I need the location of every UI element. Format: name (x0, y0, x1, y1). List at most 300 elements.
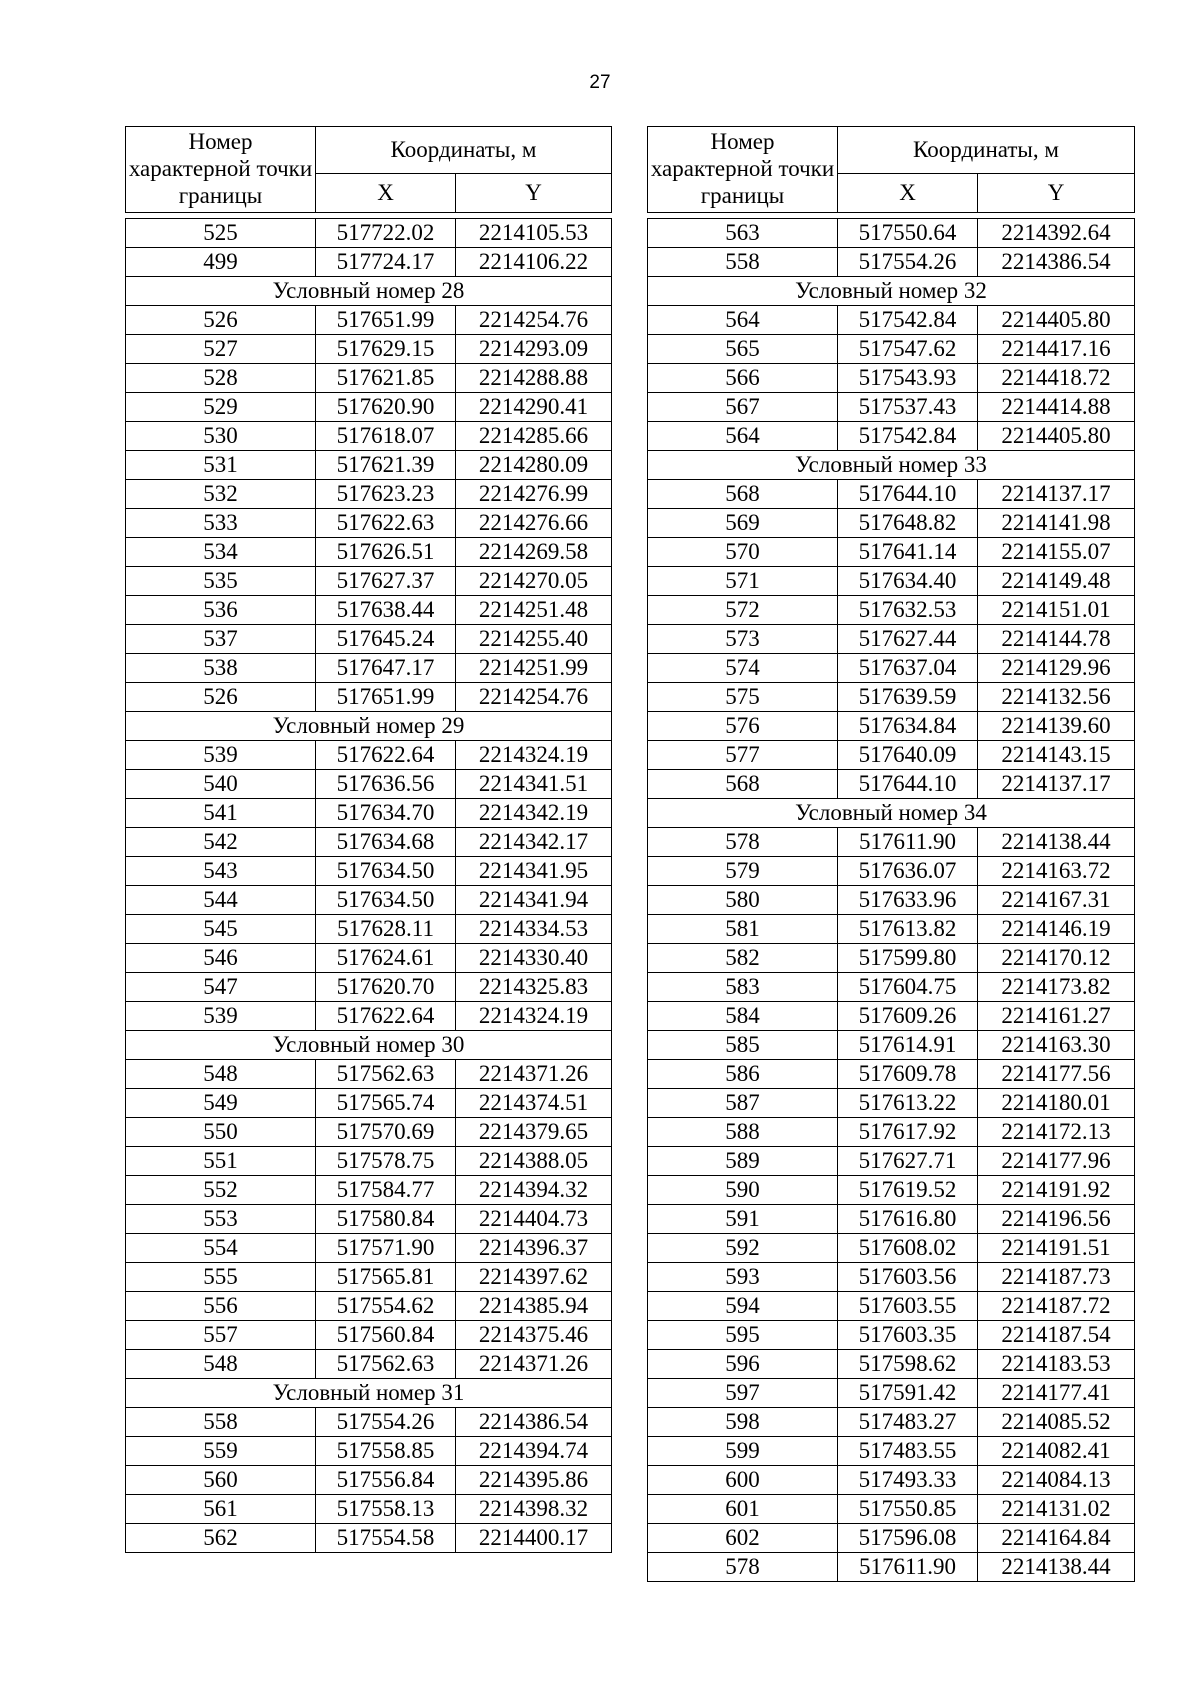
y-coordinate-cell: 2214191.51 (978, 1234, 1135, 1263)
x-coordinate-cell: 517624.61 (316, 944, 456, 973)
x-coordinate-cell: 517626.51 (316, 538, 456, 567)
section-row (126, 277, 612, 306)
coordinates-table-left (125, 126, 612, 1553)
table-row (648, 1437, 1135, 1466)
table-row (126, 683, 612, 712)
point-number-cell: 536 (126, 596, 316, 625)
table-row (126, 1060, 612, 1089)
x-coordinate-cell: 517596.08 (838, 1524, 978, 1553)
y-coordinate-cell: 2214394.32 (456, 1176, 612, 1205)
point-number-cell: 576 (648, 712, 838, 741)
y-coordinate-cell: 2214276.99 (456, 480, 612, 509)
point-number-cell: 545 (126, 915, 316, 944)
point-number-cell: 599 (648, 1437, 838, 1466)
table-row (126, 451, 612, 480)
y-coordinate-cell: 2214386.54 (456, 1408, 612, 1437)
table-row (126, 509, 612, 538)
y-coordinate-cell: 2214187.54 (978, 1321, 1135, 1350)
table-row (648, 393, 1135, 422)
point-number-cell: 584 (648, 1002, 838, 1031)
section-label: Условный номер 29 (126, 712, 612, 741)
x-coordinate-cell: 517598.62 (838, 1350, 978, 1379)
x-coordinate-cell: 517483.27 (838, 1408, 978, 1437)
point-number-cell: 573 (648, 625, 838, 654)
table-row (648, 654, 1135, 683)
point-number-cell: 585 (648, 1031, 838, 1060)
table-row (648, 509, 1135, 538)
y-coordinate-cell: 2214395.86 (456, 1466, 612, 1495)
point-number-cell: 565 (648, 335, 838, 364)
table-row (126, 219, 612, 248)
x-column-header: X (316, 174, 456, 213)
y-coordinate-cell: 2214084.13 (978, 1466, 1135, 1495)
table-row (126, 770, 612, 799)
point-number-cell: 544 (126, 886, 316, 915)
x-coordinate-cell: 517543.93 (838, 364, 978, 393)
table-row (126, 828, 612, 857)
point-number-cell: 557 (126, 1321, 316, 1350)
point-number-cell: 572 (648, 596, 838, 625)
point-number-cell: 586 (648, 1060, 838, 1089)
y-column-header: Y (456, 174, 612, 213)
table-row (648, 741, 1135, 770)
y-coordinate-cell: 2214170.12 (978, 944, 1135, 973)
point-number-cell: 542 (126, 828, 316, 857)
section-row (648, 451, 1135, 480)
table-row (126, 1466, 612, 1495)
point-number-cell: 499 (126, 248, 316, 277)
point-number-cell: 559 (126, 1437, 316, 1466)
table-row (648, 1002, 1135, 1031)
y-coordinate-cell: 2214180.01 (978, 1089, 1135, 1118)
point-number-cell: 531 (126, 451, 316, 480)
x-coordinate-cell: 517618.07 (316, 422, 456, 451)
x-coordinate-cell: 517639.59 (838, 683, 978, 712)
x-coordinate-cell: 517611.90 (838, 1553, 978, 1582)
y-coordinate-cell: 2214138.44 (978, 828, 1135, 857)
y-coordinate-cell: 2214276.66 (456, 509, 612, 538)
point-number-cell: 570 (648, 538, 838, 567)
x-coordinate-cell: 517542.84 (838, 306, 978, 335)
y-coordinate-cell: 2214290.41 (456, 393, 612, 422)
point-number-cell: 558 (126, 1408, 316, 1437)
x-coordinate-cell: 517609.26 (838, 1002, 978, 1031)
x-coordinate-cell: 517556.84 (316, 1466, 456, 1495)
x-coordinate-cell: 517619.52 (838, 1176, 978, 1205)
x-coordinate-cell: 517580.84 (316, 1205, 456, 1234)
table-row (126, 1524, 612, 1553)
point-number-cell: 525 (126, 219, 316, 248)
y-coordinate-cell: 2214187.72 (978, 1292, 1135, 1321)
table-row (126, 1292, 612, 1321)
y-coordinate-cell: 2214324.19 (456, 741, 612, 770)
x-coordinate-cell: 517634.50 (316, 857, 456, 886)
x-coordinate-cell: 517547.62 (838, 335, 978, 364)
point-number-cell: 543 (126, 857, 316, 886)
x-coordinate-cell: 517640.09 (838, 741, 978, 770)
y-coordinate-cell: 2214167.31 (978, 886, 1135, 915)
y-coordinate-cell: 2214405.80 (978, 422, 1135, 451)
y-coordinate-cell: 2214418.72 (978, 364, 1135, 393)
point-number-cell: 553 (126, 1205, 316, 1234)
point-number-cell: 594 (648, 1292, 838, 1321)
y-coordinate-cell: 2214161.27 (978, 1002, 1135, 1031)
table-row (648, 335, 1135, 364)
y-coordinate-cell: 2214146.19 (978, 915, 1135, 944)
x-coordinate-cell: 517644.10 (838, 480, 978, 509)
point-number-cell: 590 (648, 1176, 838, 1205)
table-row (648, 1147, 1135, 1176)
y-coordinate-cell: 2214414.88 (978, 393, 1135, 422)
point-number-cell: 569 (648, 509, 838, 538)
table-row (126, 1437, 612, 1466)
point-number-cell: 550 (126, 1118, 316, 1147)
y-coordinate-cell: 2214405.80 (978, 306, 1135, 335)
x-coordinate-cell: 517550.85 (838, 1495, 978, 1524)
y-coordinate-cell: 2214082.41 (978, 1437, 1135, 1466)
table-row (126, 973, 612, 1002)
coordinates-header: Координаты, м (316, 127, 612, 174)
table-row (648, 683, 1135, 712)
x-coordinate-cell: 517565.74 (316, 1089, 456, 1118)
y-coordinate-cell: 2214342.19 (456, 799, 612, 828)
table-row (648, 625, 1135, 654)
table-row (126, 480, 612, 509)
point-number-cell: 556 (126, 1292, 316, 1321)
point-number-cell: 595 (648, 1321, 838, 1350)
page-number: 27 (589, 72, 611, 93)
y-coordinate-cell: 2214144.78 (978, 625, 1135, 654)
table-row (648, 1118, 1135, 1147)
x-coordinate-cell: 517634.40 (838, 567, 978, 596)
x-coordinate-cell: 517627.37 (316, 567, 456, 596)
table-row (648, 1321, 1135, 1350)
table-row (126, 306, 612, 335)
y-coordinate-cell: 2214270.05 (456, 567, 612, 596)
y-coordinate-cell: 2214374.51 (456, 1089, 612, 1118)
y-coordinate-cell: 2214375.46 (456, 1321, 612, 1350)
x-coordinate-cell: 517616.80 (838, 1205, 978, 1234)
y-coordinate-cell: 2214085.52 (978, 1408, 1135, 1437)
x-coordinate-cell: 517617.92 (838, 1118, 978, 1147)
y-coordinate-cell: 2214137.17 (978, 770, 1135, 799)
table-row (126, 857, 612, 886)
point-number-cell: 532 (126, 480, 316, 509)
x-coordinate-cell: 517622.63 (316, 509, 456, 538)
y-coordinate-cell: 2214191.92 (978, 1176, 1135, 1205)
point-number-cell: 528 (126, 364, 316, 393)
point-number-cell: 537 (126, 625, 316, 654)
x-coordinate-cell: 517621.85 (316, 364, 456, 393)
x-coordinate-cell: 517560.84 (316, 1321, 456, 1350)
table-row (648, 770, 1135, 799)
section-row (648, 799, 1135, 828)
y-coordinate-cell: 2214388.05 (456, 1147, 612, 1176)
table-row (126, 1118, 612, 1147)
y-coordinate-cell: 2214288.88 (456, 364, 612, 393)
point-number-cell: 564 (648, 422, 838, 451)
y-coordinate-cell: 2214400.17 (456, 1524, 612, 1553)
section-label: Условный номер 31 (126, 1379, 612, 1408)
x-coordinate-cell: 517627.71 (838, 1147, 978, 1176)
x-coordinate-cell: 517634.84 (838, 712, 978, 741)
y-coordinate-cell: 2214163.30 (978, 1031, 1135, 1060)
table-row (648, 1292, 1135, 1321)
x-coordinate-cell: 517554.58 (316, 1524, 456, 1553)
x-coordinate-cell: 517550.64 (838, 219, 978, 248)
point-number-cell: 558 (648, 248, 838, 277)
x-coordinate-cell: 517648.82 (838, 509, 978, 538)
point-number-cell: 568 (648, 480, 838, 509)
x-coordinate-cell: 517622.64 (316, 1002, 456, 1031)
y-coordinate-cell: 2214196.56 (978, 1205, 1135, 1234)
table-row (648, 886, 1135, 915)
section-label: Условный номер 30 (126, 1031, 612, 1060)
point-number-cell: 561 (126, 1495, 316, 1524)
point-number-cell: 562 (126, 1524, 316, 1553)
x-coordinate-cell: 517641.14 (838, 538, 978, 567)
x-coordinate-cell: 517554.26 (838, 248, 978, 277)
table-row (126, 799, 612, 828)
y-coordinate-cell: 2214341.51 (456, 770, 612, 799)
point-number-cell: 546 (126, 944, 316, 973)
y-coordinate-cell: 2214255.40 (456, 625, 612, 654)
x-coordinate-cell: 517722.02 (316, 219, 456, 248)
point-number-cell: 551 (126, 1147, 316, 1176)
y-coordinate-cell: 2214293.09 (456, 335, 612, 364)
point-number-header: Номер характерной точки границы (126, 127, 316, 213)
point-number-cell: 581 (648, 915, 838, 944)
point-number-cell: 601 (648, 1495, 838, 1524)
x-coordinate-cell: 517724.17 (316, 248, 456, 277)
x-coordinate-cell: 517603.55 (838, 1292, 978, 1321)
point-number-header: Номер характерной точки границы (648, 127, 838, 213)
point-number-cell: 578 (648, 1553, 838, 1582)
x-coordinate-cell: 517608.02 (838, 1234, 978, 1263)
table-row (648, 1031, 1135, 1060)
y-coordinate-cell: 2214398.32 (456, 1495, 612, 1524)
table-row (648, 1379, 1135, 1408)
x-coordinate-cell: 517542.84 (838, 422, 978, 451)
x-coordinate-cell: 517558.13 (316, 1495, 456, 1524)
x-column-header: X (838, 174, 978, 213)
table-row (126, 915, 612, 944)
point-number-cell: 600 (648, 1466, 838, 1495)
x-coordinate-cell: 517651.99 (316, 683, 456, 712)
point-number-cell: 567 (648, 393, 838, 422)
x-coordinate-cell: 517558.85 (316, 1437, 456, 1466)
point-number-cell: 592 (648, 1234, 838, 1263)
point-number-cell: 555 (126, 1263, 316, 1292)
y-coordinate-cell: 2214392.64 (978, 219, 1135, 248)
section-label: Условный номер 34 (648, 799, 1135, 828)
table-row (648, 828, 1135, 857)
point-number-cell: 535 (126, 567, 316, 596)
table-row (648, 973, 1135, 1002)
table-row (126, 335, 612, 364)
table-row (126, 1321, 612, 1350)
table-row (648, 1524, 1135, 1553)
x-coordinate-cell: 517603.35 (838, 1321, 978, 1350)
point-number-cell: 582 (648, 944, 838, 973)
x-coordinate-cell: 517613.82 (838, 915, 978, 944)
table-row (126, 1495, 612, 1524)
table-row (126, 1234, 612, 1263)
point-number-cell: 587 (648, 1089, 838, 1118)
point-number-cell: 527 (126, 335, 316, 364)
y-coordinate-cell: 2214342.17 (456, 828, 612, 857)
y-coordinate-cell: 2214163.72 (978, 857, 1135, 886)
section-label: Условный номер 28 (126, 277, 612, 306)
x-coordinate-cell: 517636.56 (316, 770, 456, 799)
table-row (648, 712, 1135, 741)
x-coordinate-cell: 517562.63 (316, 1350, 456, 1379)
y-coordinate-cell: 2214379.65 (456, 1118, 612, 1147)
y-coordinate-cell: 2214149.48 (978, 567, 1135, 596)
point-number-cell: 548 (126, 1350, 316, 1379)
x-coordinate-cell: 517633.96 (838, 886, 978, 915)
table-row (648, 596, 1135, 625)
x-coordinate-cell: 517632.53 (838, 596, 978, 625)
point-number-cell: 548 (126, 1060, 316, 1089)
x-coordinate-cell: 517562.63 (316, 1060, 456, 1089)
point-number-cell: 571 (648, 567, 838, 596)
table-row (126, 1002, 612, 1031)
table-row (126, 654, 612, 683)
point-number-cell: 593 (648, 1263, 838, 1292)
section-label: Условный номер 33 (648, 451, 1135, 480)
table-row (126, 1089, 612, 1118)
y-coordinate-cell: 2214132.56 (978, 683, 1135, 712)
section-row (126, 1031, 612, 1060)
section-row (126, 712, 612, 741)
point-number-cell: 552 (126, 1176, 316, 1205)
table-row (126, 422, 612, 451)
y-coordinate-cell: 2214137.17 (978, 480, 1135, 509)
x-coordinate-cell: 517637.04 (838, 654, 978, 683)
point-number-cell: 598 (648, 1408, 838, 1437)
x-coordinate-cell: 517578.75 (316, 1147, 456, 1176)
x-coordinate-cell: 517623.23 (316, 480, 456, 509)
x-coordinate-cell: 517621.39 (316, 451, 456, 480)
x-coordinate-cell: 517609.78 (838, 1060, 978, 1089)
y-coordinate-cell: 2214394.74 (456, 1437, 612, 1466)
y-coordinate-cell: 2214285.66 (456, 422, 612, 451)
table-row (648, 1176, 1135, 1205)
y-coordinate-cell: 2214404.73 (456, 1205, 612, 1234)
y-coordinate-cell: 2214143.15 (978, 741, 1135, 770)
x-coordinate-cell: 517493.33 (838, 1466, 978, 1495)
y-coordinate-cell: 2214131.02 (978, 1495, 1135, 1524)
section-label: Условный номер 32 (648, 277, 1135, 306)
table-row (126, 944, 612, 973)
table-row (126, 596, 612, 625)
point-number-cell: 566 (648, 364, 838, 393)
x-coordinate-cell: 517620.90 (316, 393, 456, 422)
x-coordinate-cell: 517584.77 (316, 1176, 456, 1205)
y-coordinate-cell: 2214251.99 (456, 654, 612, 683)
point-number-cell: 583 (648, 973, 838, 1002)
table-row (126, 1205, 612, 1234)
y-coordinate-cell: 2214371.26 (456, 1060, 612, 1089)
table-row (648, 1205, 1135, 1234)
x-coordinate-cell: 517647.17 (316, 654, 456, 683)
table-row (648, 422, 1135, 451)
point-number-cell: 564 (648, 306, 838, 335)
y-coordinate-cell: 2214371.26 (456, 1350, 612, 1379)
x-coordinate-cell: 517628.11 (316, 915, 456, 944)
point-number-cell: 560 (126, 1466, 316, 1495)
point-number-cell: 591 (648, 1205, 838, 1234)
section-row (648, 277, 1135, 306)
table-row (648, 1553, 1135, 1582)
y-coordinate-cell: 2214173.82 (978, 973, 1135, 1002)
table-row (648, 1495, 1135, 1524)
point-number-cell: 580 (648, 886, 838, 915)
point-number-cell: 539 (126, 741, 316, 770)
y-coordinate-cell: 2214106.22 (456, 248, 612, 277)
table-row (648, 915, 1135, 944)
x-coordinate-cell: 517644.10 (838, 770, 978, 799)
x-coordinate-cell: 517622.64 (316, 741, 456, 770)
point-number-cell: 579 (648, 857, 838, 886)
y-coordinate-cell: 2214141.98 (978, 509, 1135, 538)
table-row (648, 480, 1135, 509)
point-number-cell: 577 (648, 741, 838, 770)
x-coordinate-cell: 517638.44 (316, 596, 456, 625)
x-coordinate-cell: 517603.56 (838, 1263, 978, 1292)
x-coordinate-cell: 517627.44 (838, 625, 978, 654)
x-coordinate-cell: 517614.91 (838, 1031, 978, 1060)
point-number-cell: 533 (126, 509, 316, 538)
point-number-cell: 588 (648, 1118, 838, 1147)
x-coordinate-cell: 517645.24 (316, 625, 456, 654)
y-coordinate-cell: 2214251.48 (456, 596, 612, 625)
table-row (648, 1466, 1135, 1495)
point-number-cell: 530 (126, 422, 316, 451)
point-number-cell: 529 (126, 393, 316, 422)
table-row (648, 219, 1135, 248)
x-coordinate-cell: 517620.70 (316, 973, 456, 1002)
table-row (648, 944, 1135, 973)
y-coordinate-cell: 2214280.09 (456, 451, 612, 480)
point-number-cell: 539 (126, 1002, 316, 1031)
table-row (126, 1263, 612, 1292)
x-coordinate-cell: 517634.50 (316, 886, 456, 915)
table-row (648, 364, 1135, 393)
x-coordinate-cell: 517565.81 (316, 1263, 456, 1292)
point-number-cell: 578 (648, 828, 838, 857)
x-coordinate-cell: 517634.68 (316, 828, 456, 857)
table-row (126, 538, 612, 567)
x-coordinate-cell: 517611.90 (838, 828, 978, 857)
point-number-cell: 575 (648, 683, 838, 712)
table-row (648, 1408, 1135, 1437)
y-coordinate-cell: 2214177.56 (978, 1060, 1135, 1089)
y-coordinate-cell: 2214172.13 (978, 1118, 1135, 1147)
point-number-cell: 540 (126, 770, 316, 799)
table-row (648, 306, 1135, 335)
point-number-cell: 534 (126, 538, 316, 567)
x-coordinate-cell: 517604.75 (838, 973, 978, 1002)
point-number-cell: 596 (648, 1350, 838, 1379)
point-number-cell: 574 (648, 654, 838, 683)
x-coordinate-cell: 517570.69 (316, 1118, 456, 1147)
point-number-cell: 568 (648, 770, 838, 799)
table-row (126, 364, 612, 393)
y-coordinate-cell: 2214324.19 (456, 1002, 612, 1031)
y-coordinate-cell: 2214396.37 (456, 1234, 612, 1263)
